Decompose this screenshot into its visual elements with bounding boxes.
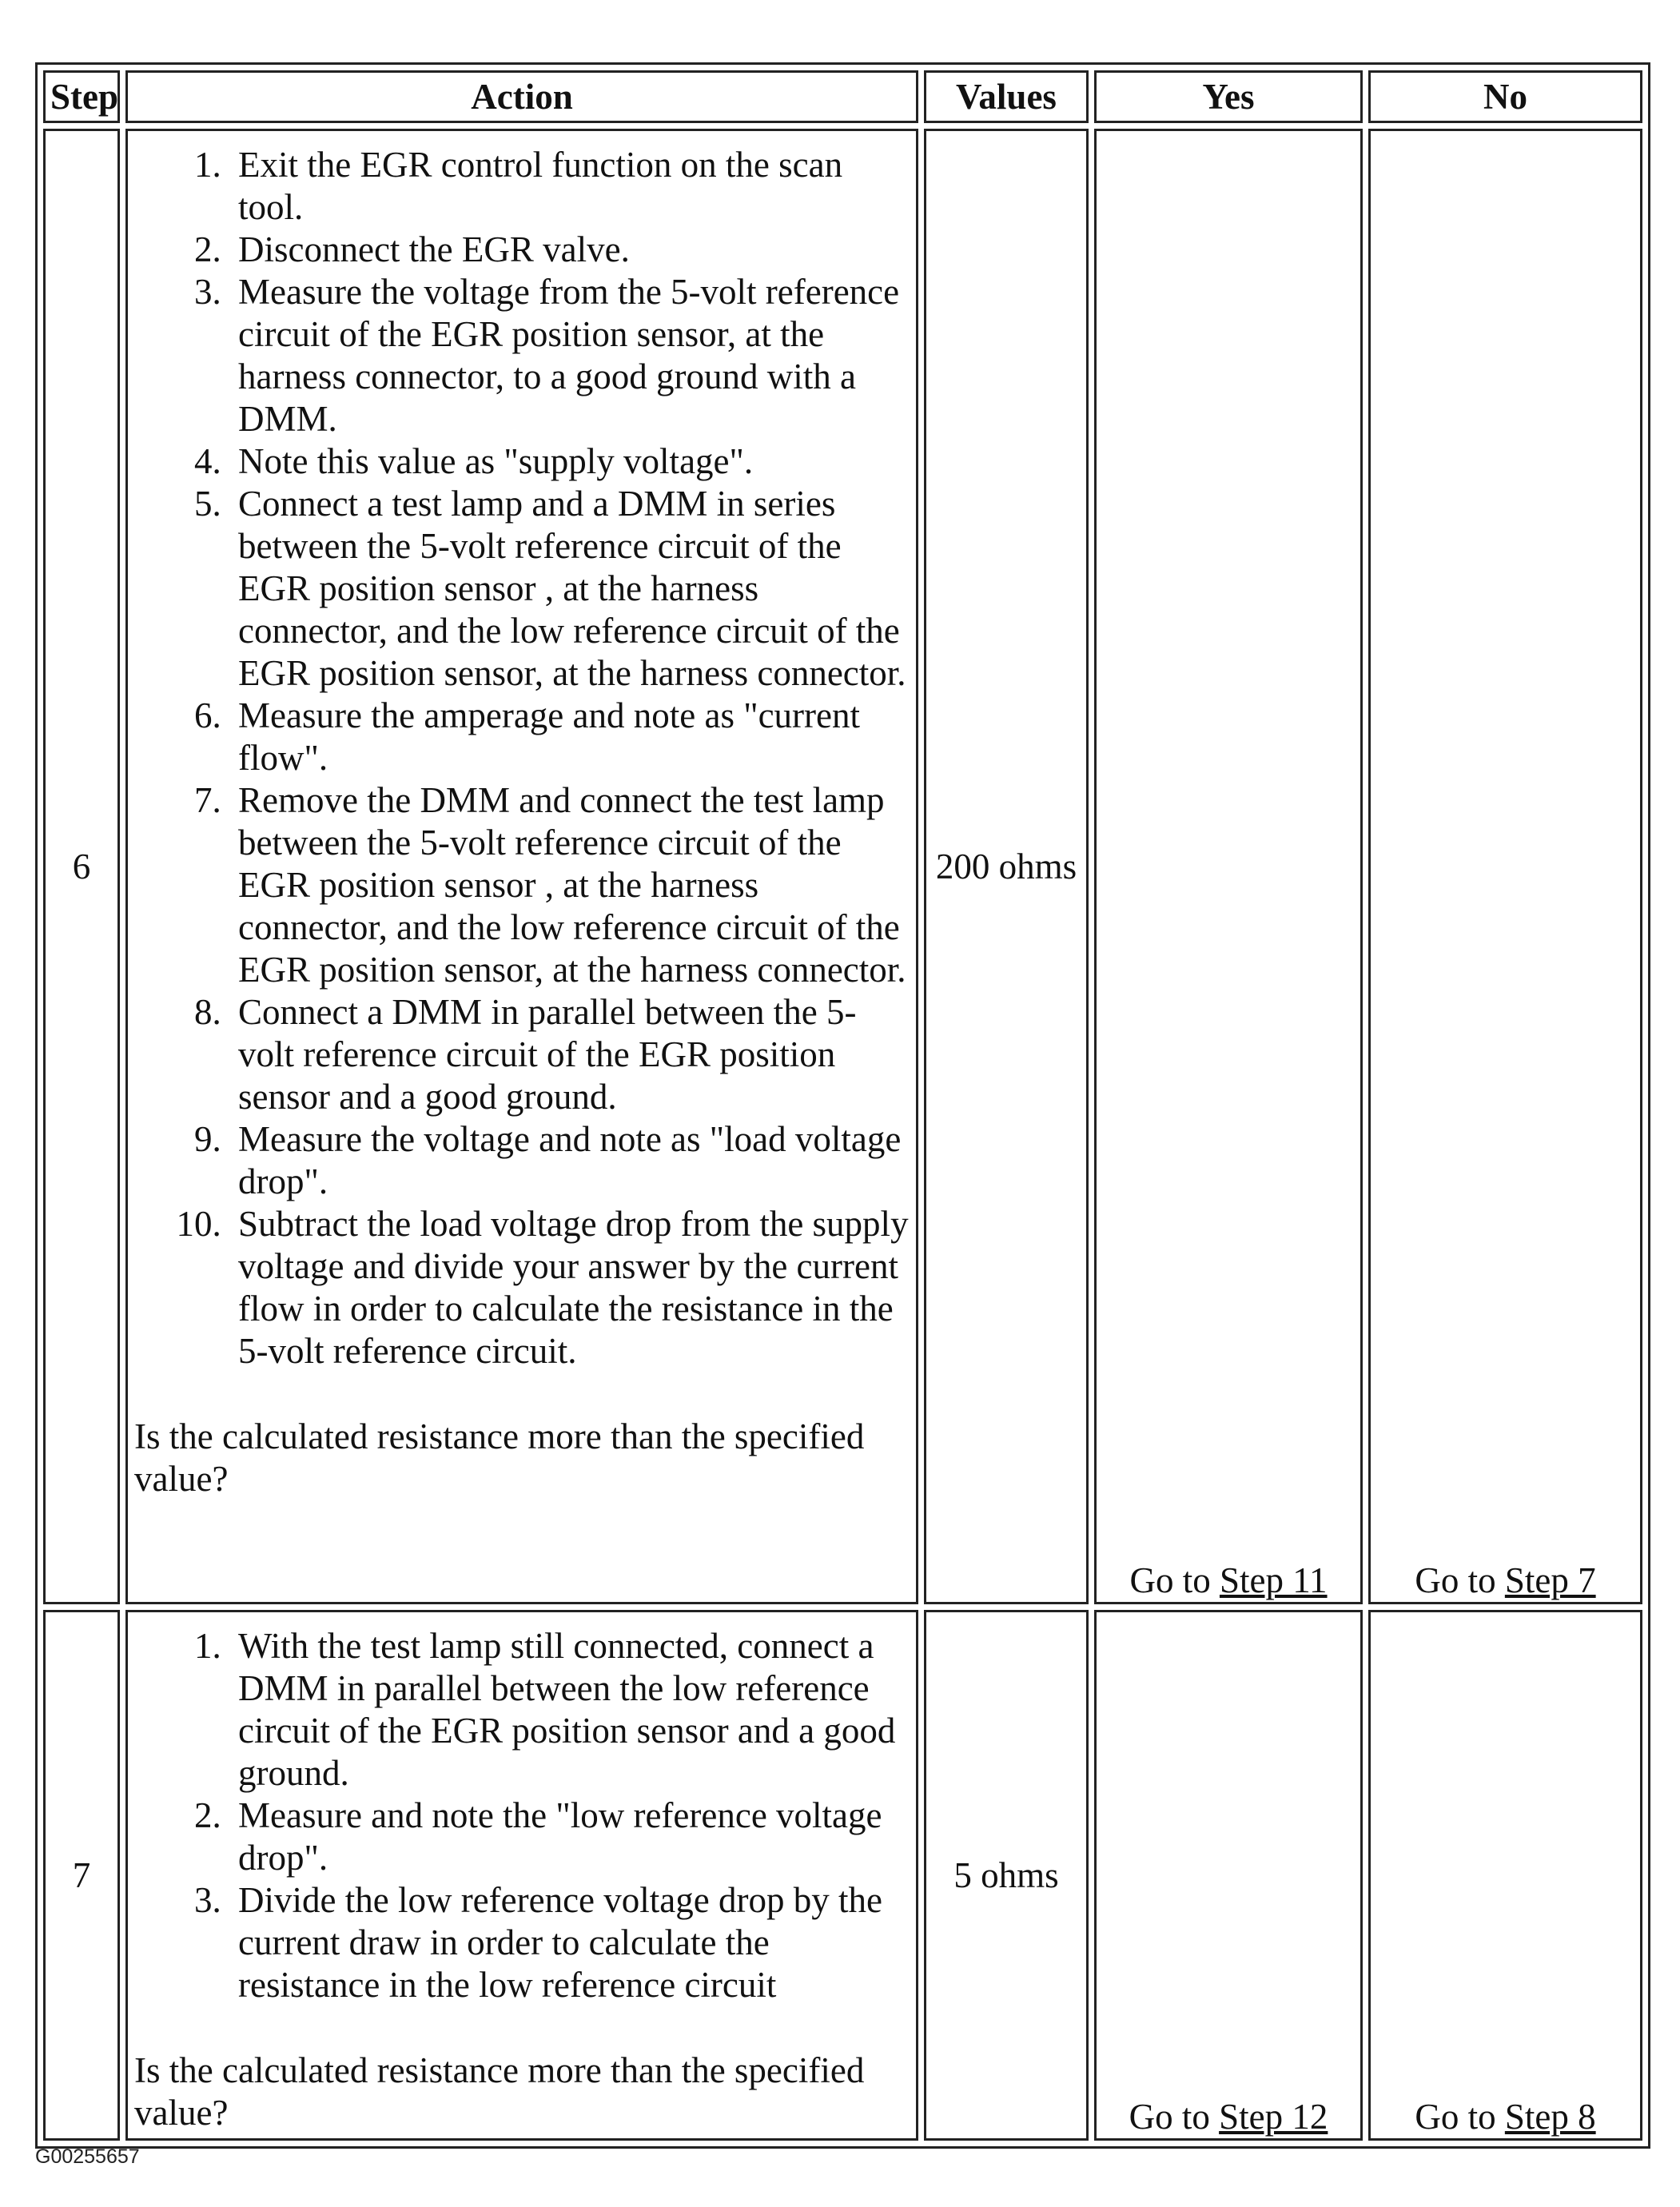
no-cell: [1368, 129, 1642, 1604]
action-item: 4. Note this value as "supply voltage".: [230, 440, 911, 483]
yes-prefix: Go to: [1129, 2097, 1220, 2137]
action-list: [134, 144, 911, 1372]
yes-cell: [1094, 1610, 1363, 2141]
decision-question: Is the calculated resistance more than the specified value?: [134, 1416, 865, 1499]
action-item: 3. Measure the voltage from the 5-volt reference circuit of the EGR position sensor, at the harness connector, to a good ground with a DMM.: [230, 271, 911, 440]
header-no: No: [1368, 70, 1642, 123]
go-to-step-7-link[interactable]: Step 7: [1504, 1560, 1596, 1600]
action-cell: [125, 129, 918, 1604]
action-item: 8. Connect a DMM in parallel between the 5-volt reference circuit of the EGR position sensor and a good ground.: [230, 991, 911, 1118]
action-item: 1. Exit the EGR control function on the scan tool.: [230, 144, 911, 229]
yes-cell: [1094, 129, 1363, 1604]
spec-value: 5 ohms: [924, 1610, 1089, 2141]
step-number: 6: [43, 129, 120, 1604]
action-cell: [125, 1610, 918, 2141]
action-item: 7. Remove the DMM and connect the test lamp between the 5-volt reference circuit of the EGR position sensor , at the harness connector, and the low reference circuit of the EGR position sensor, at the harness connector.: [230, 779, 911, 991]
spec-value: 200 ohms: [924, 129, 1089, 1604]
yes-prefix: Go to: [1129, 1560, 1220, 1600]
no-prefix: Go to: [1415, 1560, 1505, 1600]
action-item: 10. Subtract the load voltage drop from the supply voltage and divide your answer by the current flow in order to calculate the resistance in the 5-volt reference circuit.: [230, 1203, 911, 1372]
step-number: 7: [43, 1610, 120, 2141]
no-prefix: Go to: [1415, 2097, 1505, 2137]
action-item: 1. With the test lamp still connected, connect a DMM in parallel between the low reference circuit of the EGR position sensor and a good ground.: [230, 1625, 911, 1795]
action-item: 9. Measure the voltage and note as "load voltage drop".: [230, 1118, 911, 1203]
diagnostic-table: [35, 62, 1650, 2149]
action-item: 6. Measure the amperage and note as "current flow".: [230, 695, 911, 779]
header-row: [43, 70, 1642, 123]
decision-question: Is the calculated resistance more than the specified value?: [134, 2050, 865, 2133]
action-item: 2. Disconnect the EGR valve.: [230, 229, 911, 271]
go-to-step-8-link[interactable]: Step 8: [1504, 2097, 1596, 2137]
action-list: [134, 1625, 911, 2006]
header-action: Action: [125, 70, 918, 123]
action-item: 5. Connect a test lamp and a DMM in series between the 5-volt reference circuit of the EGR position sensor , at the harness connector, and the low reference circuit of the EGR position sensor, at the harness connector.: [230, 483, 911, 695]
go-to-step-12-link[interactable]: Step 12: [1219, 2097, 1328, 2137]
action-item: 2. Measure and note the "low reference voltage drop".: [230, 1795, 911, 1879]
table-row: [43, 129, 1642, 1604]
header-yes: Yes: [1094, 70, 1363, 123]
action-item: 3. Divide the low reference voltage drop by the current draw in order to calculate the resistance in the low reference circuit: [230, 1879, 911, 2006]
table-row: [43, 1610, 1642, 2141]
go-to-step-11-link[interactable]: Step 11: [1219, 1560, 1328, 1600]
header-step: Step: [43, 70, 120, 123]
header-values: Values: [924, 70, 1089, 123]
no-cell: [1368, 1610, 1642, 2141]
figure-id: G00255657: [35, 2145, 140, 2168]
